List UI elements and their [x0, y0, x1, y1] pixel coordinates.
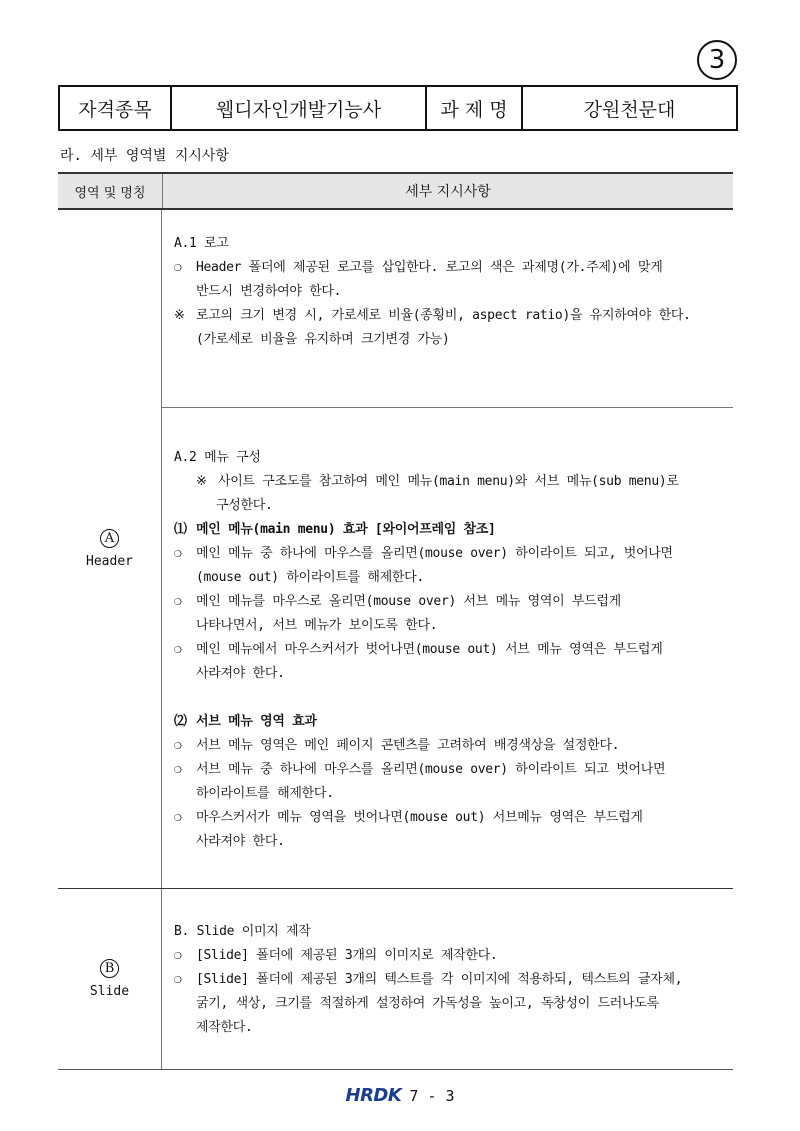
bullet-mark: ❍ — [174, 546, 182, 561]
section-title: 라. 세부 영역별 지시사항 — [60, 148, 229, 164]
bullet-mark: ❍ — [174, 810, 182, 825]
bullet-mark: ❍ — [174, 948, 182, 963]
bullet-mark: ❍ — [174, 738, 182, 753]
instruction-line — [174, 992, 733, 1016]
area-cell-header — [58, 210, 162, 888]
instruction-line — [174, 542, 733, 566]
column-header-instructions: 세부 지시사항 — [405, 184, 491, 200]
bullet-mark: ❍ — [174, 972, 182, 987]
value-task-name: 강원천문대 — [583, 98, 676, 121]
label-qualification: 자격종목 — [60, 87, 172, 129]
line-text: 메인 메뉴를 마우스로 올리면(mouse over) 서브 메뉴 영역이 부드럽게 — [196, 594, 621, 609]
instruction-line — [174, 830, 733, 854]
line-text: 하이라이트를 해제한다. — [196, 786, 334, 801]
line-text: 메인 메뉴(main menu) 효과 [와이어프레임 참조] — [196, 522, 496, 537]
line-text: [Slide] 폴더에 제공된 3개의 텍스트를 각 이미지에 적용하되, 텍스트의 글자체, — [196, 972, 683, 987]
instruction-line — [174, 518, 733, 542]
instructions-cell-header — [162, 210, 733, 888]
subsection-title: B. Slide 이미지 제작 — [174, 924, 311, 939]
subsection-logo — [162, 210, 733, 408]
instruction-line — [174, 494, 733, 518]
page-badge: 3 — [697, 40, 737, 80]
subsection-menu — [162, 408, 733, 888]
bullet-mark: ❍ — [174, 762, 182, 777]
table-row-header — [58, 210, 733, 888]
area-letter-badge: B — [100, 959, 119, 978]
table-row-slide — [58, 888, 733, 1070]
line-text: 반드시 변경하여야 한다. — [196, 284, 342, 299]
line-text: 구성한다. — [216, 498, 273, 513]
instruction-line — [174, 806, 733, 830]
line-text: 서브 메뉴 영역은 메인 페이지 콘텐츠를 고려하여 배경색상을 설정한다. — [196, 738, 620, 753]
instruction-line — [174, 304, 733, 328]
value-qualification: 웹디자인개발기능사 — [172, 87, 427, 129]
hrdk-logo: HRDK — [345, 1085, 402, 1106]
line-text: 제작한다. — [196, 1020, 253, 1035]
instruction-line — [174, 470, 733, 494]
bullet-mark: ⑴ — [174, 522, 187, 537]
footer-page-number: 7 - 3 — [409, 1086, 455, 1105]
line-text: 마우스커서가 메뉴 영역을 벗어나면(mouse out) 서브메뉴 영역은 부드럽게 — [196, 810, 643, 825]
line-text: (mouse out) 하이라이트를 해제한다. — [196, 570, 424, 585]
instruction-line — [174, 968, 733, 992]
line-text: 사라져야 한다. — [196, 834, 285, 849]
area-letter-badge: A — [100, 529, 119, 548]
instruction-line — [174, 256, 733, 280]
subsection-title: A.1 로고 — [174, 236, 229, 251]
line-text: 서브 메뉴 영역 효과 — [196, 714, 317, 729]
instruction-line — [174, 1016, 733, 1040]
table-header — [58, 172, 733, 210]
line-text: [Slide] 폴더에 제공된 3개의 이미지로 제작한다. — [196, 948, 498, 963]
instruction-table — [58, 172, 733, 1070]
bullet-mark: ⑵ — [174, 714, 187, 729]
instruction-line — [174, 328, 733, 352]
line-text: 서브 메뉴 중 하나에 마우스를 올리면(mouse over) 하이라이트 되고 벗어나면 — [196, 762, 666, 777]
area-name: Slide — [89, 984, 130, 999]
instruction-line — [174, 614, 733, 638]
column-header-area: 영역 및 명칭 — [58, 174, 163, 208]
line-text: 메인 메뉴 중 하나에 마우스를 올리면(mouse over) 하이라이트 되고, 벗어나면 — [196, 546, 673, 561]
bullet-mark: ❍ — [174, 642, 182, 657]
instruction-line — [174, 280, 733, 304]
instruction-line — [174, 782, 733, 806]
label-task-name: 과 제 명 — [427, 87, 523, 129]
instruction-line — [174, 590, 733, 614]
line-text: (가로세로 비율을 유지하며 크기변경 가능) — [196, 332, 450, 347]
title-table — [58, 85, 738, 131]
bullet-mark: ※ — [174, 308, 185, 323]
line-text: 사이트 구조도를 참고하여 메인 메뉴(main menu)와 서브 메뉴(sub menu)로 — [218, 474, 679, 489]
line-text: Header 폴더에 제공된 로고를 삽입한다. 로고의 색은 과제명(가.주제)에 맞게 — [196, 260, 663, 275]
instruction-line — [174, 662, 733, 686]
line-text: 로고의 크기 변경 시, 가로세로 비율(종횡비, aspect ratio)을 유지하여야 한다. — [196, 308, 691, 323]
line-text: 사라져야 한다. — [196, 666, 285, 681]
page-footer — [0, 1085, 800, 1106]
bullet-mark: ❍ — [174, 260, 182, 275]
instruction-line — [174, 566, 733, 590]
line-text: 나타나면서, 서브 메뉴가 보이도록 한다. — [196, 618, 438, 633]
instruction-line — [174, 944, 733, 968]
instruction-line — [174, 734, 733, 758]
bullet-mark: ※ — [196, 474, 207, 489]
instruction-line — [174, 710, 733, 734]
bullet-mark: ❍ — [174, 594, 182, 609]
instructions-cell-slide — [162, 889, 733, 1069]
area-cell-slide — [58, 889, 162, 1069]
instruction-line — [174, 638, 733, 662]
subsection-title: A.2 메뉴 구성 — [174, 450, 261, 465]
line-text: 굵기, 색상, 크기를 적절하게 설정하여 가독성을 높이고, 독창성이 드러나도록 — [196, 996, 659, 1011]
line-text: 메인 메뉴에서 마우스커서가 벗어나면(mouse out) 서브 메뉴 영역은 부드럽게 — [196, 642, 663, 657]
area-name: Header — [86, 554, 133, 569]
instruction-line — [174, 758, 733, 782]
spacer — [174, 686, 733, 710]
